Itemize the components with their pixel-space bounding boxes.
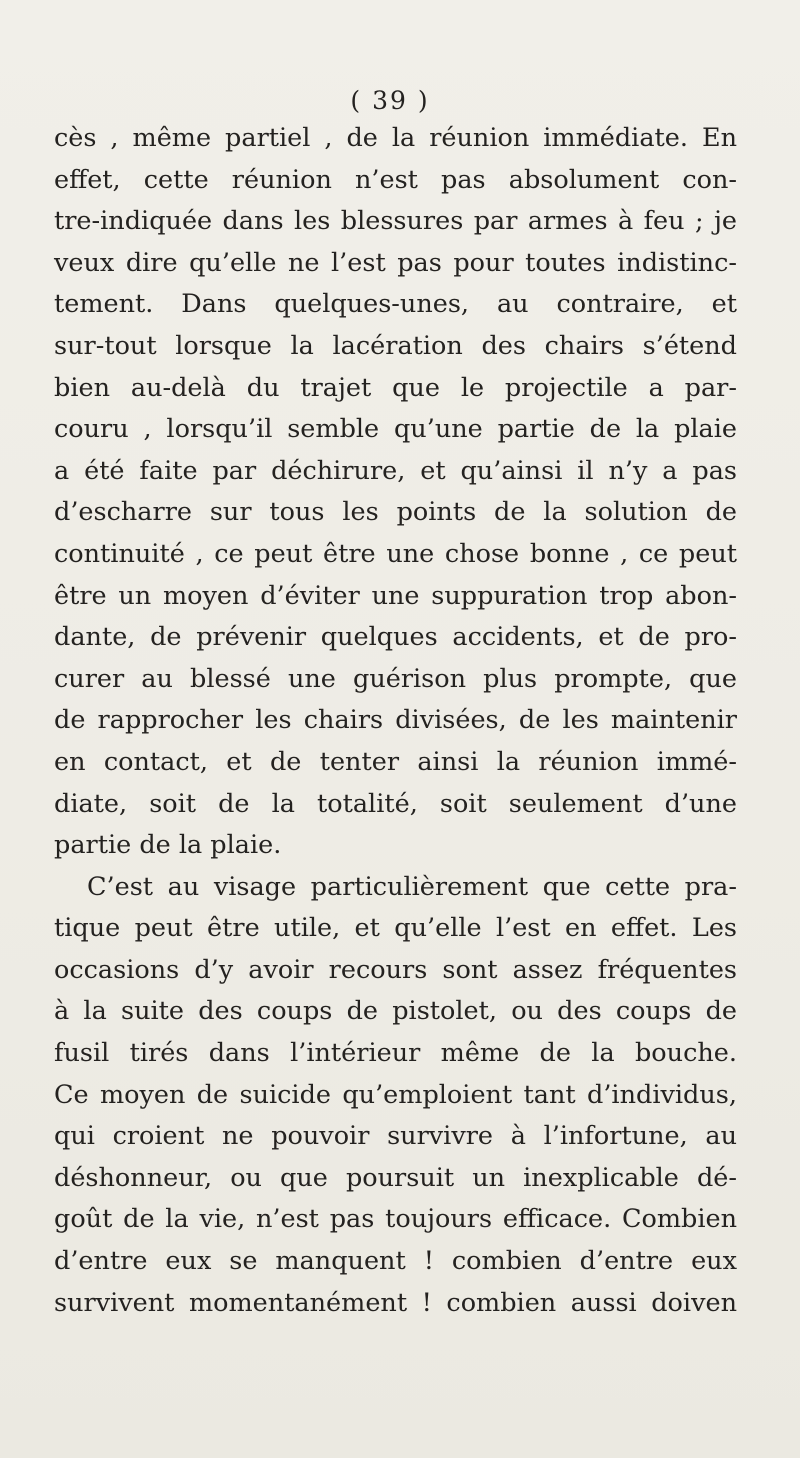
text-line: diate, soit de la totalité, soit seulement d’une <box>54 788 737 819</box>
text-line: partie de la plaie. <box>54 830 282 861</box>
text-line: goût de la vie, n’est pas toujours efficace. Combien <box>54 1204 737 1235</box>
text-line: déshonneur, ou que poursuit un inexplicable dé- <box>54 1162 737 1193</box>
text-line: curer au blessé une guérison plus prompte, que <box>54 663 737 694</box>
text-line: tement. Dans quelques-unes, au contraire, et <box>54 289 737 320</box>
text-line: fusil tirés dans l’intérieur même de la bouche. <box>54 1038 737 1069</box>
text-line: être un moyen d’éviter une suppuration trop abon- <box>54 580 737 611</box>
text-line: effet, cette réunion n’est pas absolument con- <box>54 164 737 195</box>
page-number: ( 39 ) <box>350 86 430 115</box>
text-line: cès , même partiel , de la réunion immédiate. En <box>54 123 737 153</box>
text-line: couru , lorsqu’il semble qu’une partie de la plaie <box>54 414 737 445</box>
text-line: à la suite des coups de pistolet, ou des coups de <box>54 996 737 1027</box>
text-line: d’entre eux se manquent ! combien d’entre eux <box>54 1246 737 1277</box>
text-line: tre-indiquée dans les blessures par armes à feu ; je <box>54 206 737 237</box>
text-line: survivent momentanément ! combien aussi doiven <box>54 1287 737 1318</box>
text-line: d’escharre sur tous les points de la solution de <box>54 497 737 528</box>
text-line: tique peut être utile, et qu’elle l’est en effet. Les <box>54 913 737 944</box>
text-line: sur-tout lorsque la lacération des chairs s’étend <box>54 330 737 361</box>
text-line: dante, de prévenir quelques accidents, et de pro- <box>54 622 737 653</box>
text-line: occasions d’y avoir recours sont assez fréquentes <box>54 954 737 985</box>
text-line: bien au-delà du trajet que le projectile a par- <box>54 372 737 403</box>
text-line: qui croient ne pouvoir survivre à l’infortune, au <box>54 1121 737 1152</box>
text-line: a été faite par déchirure, et qu’ainsi il n’y a pas <box>54 455 737 486</box>
text-line: C’est au visage particulièrement que cette pra- <box>87 871 737 902</box>
text-line: en contact, et de tenter ainsi la réunion immé- <box>54 746 737 777</box>
body-text <box>54 118 737 1324</box>
text-line: Ce moyen de suicide qu’emploient tant d’individus, <box>54 1079 737 1110</box>
text-line: continuité , ce peut être une chose bonne , ce peut <box>54 538 737 569</box>
text-line: de rapprocher les chairs divisées, de les maintenir <box>54 705 737 736</box>
text-line: veux dire qu’elle ne l’est pas pour toutes indistinc- <box>54 247 737 278</box>
